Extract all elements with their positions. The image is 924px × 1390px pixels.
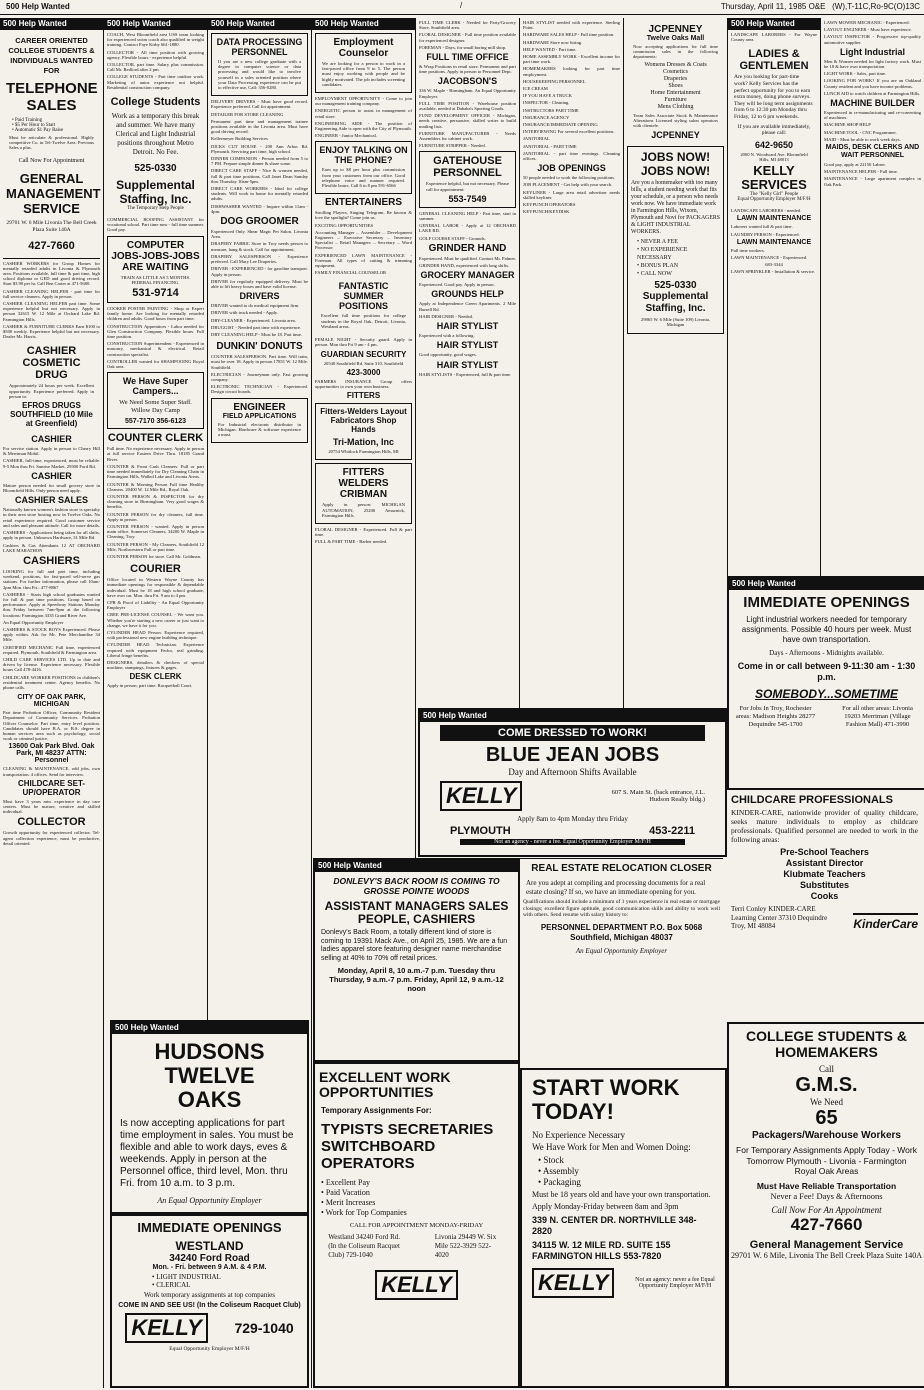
column-5: FULL TIME CLERK - Needed for Party/Grocery Store, Southfield area. FLORAL DESIGNER - Full time position available for experienced designer. FOREMAN - Days, for small boring mill shop. FULL TIME OFFICE & Wrap Positions in retail store. Permanent and part time positions. Apply in person to Personnel Dept. JACOBSON'S 336 W. Maple - Birmingham. An Equal Opportunity Employer. FULL TIME POSITION - Warehouse position available, needed at Dababa's Sporting Goods. FUND DEVELOPMENT OFFICER - Michigan, needs creative, persuasive, skilled writer to build mailing lists. FURNITURE MANUFACTURER - Needs Assemblers for cabinet work. FURNITURE STRIPPER - Needed. GATEHOUSE PERSONNEL Experience helpful, but not necessary. Please call for appointment: 553-7549 GENERAL CLEANING HELP - Part time, start in summer. GENERAL LABOR - Apply at 12 ORCHARD LAKE RD. GOLF COURSE STAFF - Grounds. GRINDER HAND Experienced. Must be qualified. Contact Mr. Palmer. GRINDER HAND, experienced with long shifts. GROCERY MANAGER Experienced. Good pay. Apply in person. GROUNDS HELP Apply at Independence Green Apartments. 2 Mile Burrell Rd. HAIR DESIGNER - Needed. HAIR STYLIST Experienced with a following. HAIR STYLIST Good opportunity, good wages. HAIR STYLIST HAIR STYLISTS - Experienced, full & part time. [416, 18, 520, 723]
childcare-ad [727, 792, 922, 1020]
column-heading: 500 Help Wanted [104, 18, 207, 30]
department-item: Home Entertainment [650, 89, 701, 96]
kelly-logo: KELLY [125, 1313, 207, 1343]
ad-subtitle: Temporary Assignments For: [321, 1106, 432, 1115]
ad-fee: Never a Fee! Days & Afternoons [770, 1190, 883, 1201]
computer-jobs-ad: COMPUTER JOBS-JOBS-JOBS ARE WAITING TRAIN AS LITTLE AS 5 MONTHS. FEDERAL FINANCING. 531-9714 [107, 236, 204, 303]
bullet: • Packaging [538, 1177, 719, 1188]
college-students-ad [107, 93, 204, 214]
kelly-logo: KELLY [532, 1268, 614, 1298]
ad-headline: CHILDCARE SET-UP/OPERATOR [17, 778, 86, 797]
data-processing-ad: DATA PROCESSING PERSONNEL If you are a new college graduate with a degree in computer science or data processing and would like to involve yourself in a sales oriented position where your Data Processing experience can be put to effective use, Call: 356-0280. [211, 33, 308, 96]
section-bar: 500 Help Wanted [315, 860, 518, 872]
ad-headline: HAIR STYLIST [436, 321, 499, 332]
ad-phone: 683-3344 [765, 262, 783, 268]
ad-headline: FITTERS WELDERS CRIBMAN [338, 467, 389, 501]
column-heading: 500 Help Wanted [208, 18, 311, 30]
ad-headline: ENJOY TALKING ON THE PHONE? [319, 145, 408, 166]
kelly-logo: KELLY [440, 781, 522, 811]
section-bar: 500 Help Wanted [420, 710, 725, 722]
ad-headline: Employment Counselor [333, 37, 394, 59]
ad-call: CALL FOR APPOINTMENT MONDAY-FRIDAY [349, 1222, 484, 1229]
ad-title: CAREER ORIENTED COLLEGE STUDENTS & INDIVIDUALS WANTED FOR [8, 36, 95, 75]
ad-headline: DESK CLERK [129, 672, 182, 682]
bullet: • NO EXPERIENCE NECESSARY [637, 246, 714, 262]
ad-headline: CASHIER SALES [14, 495, 88, 506]
column-heading: 500 Help Wanted [312, 18, 415, 30]
ad-headline: FULL TIME OFFICE [426, 52, 509, 63]
ad-call: If you are available immediately, please call: [737, 123, 811, 137]
ad-headline: FANTASTIC SUMMER POSITIONS [338, 281, 389, 312]
kelly-logo: KELLY [375, 1270, 457, 1300]
efros-ad: CASHIER COSMETIC DRUG Approximately 24 hours per week. Excellent opportunity. Experience preferred. Apply in person to: EFROS DRUGS SOUTHFIELD (10 Mile at Greenfield) [3, 342, 100, 431]
ad-body: Work as a temporary this break and summer. We have many Clerical and Light Industrial positions throughout Metro Detroit. No Fee. [111, 112, 200, 157]
bullet: • Paid Training [12, 118, 91, 123]
ad-headline: CASHIERS [23, 554, 80, 567]
ad-body: Are you adept at compiling and processing documents for a real estate closing? If so, we have an immediate opening for you. [526, 879, 706, 896]
column-7 [624, 18, 728, 588]
department-item: Cosmetics [663, 68, 688, 75]
ad-headline: START WORK TODAY! [532, 1075, 680, 1124]
column-3: 500 Help Wanted DATA PROCESSING PERSONNEL If you are a new college graduate with a degree in computer science or data processing and would like to involve yourself in a sales oriented position where your Data Processing experience can be put to effective use, Call: 356-0280. DELIVERY DRIVERS - Must have good record. Experience preferred. Call for appointment. DETAILER FOR STORE CLEANING Permanent part time and management trainee positions available in the Livonia area. Must have good driving record. Kellermeyer Building Services DICKS CUT HOUSE - 200 Ann Arbor Rd. Plymouth. Servicing part time, high school. DINNER COMPANION - Person needed from 5 to 7 PM. Prepare simple dinner & share some. DIRECT CARE STAFF - Nice & women needed, full & part time positions. Call Janet Dean Sunday thru Thursday 10am-5pm. DIRECT CARE WORKERS - Ideal for college students. Will work in home for mentally retarded adults. DISHWASHER WANTED - Inquire within 11am - 4pm. DOG GROOMER Experienced Only. Shear Magic Pet Salon. Livonia Area. DRAPERY FABRIC Store in Troy needs person to measure, hang & stock. Call for appointment. DRAPERY SALESPERSON - Experience preferred. Call Mary Lee Draperies. DRIVER - EXPERIENCED - for gasoline transport. Apply in person. DRIVER for regularly equipped delivery. Must be able to lift heavy boxes and have valid license. DRIVERS DRIVER wanted to do medical equipment firm. DRIVER with truck needed - Apply. DRY-CLEANER - Experienced. Livonia area. DRUGGIST - Needed part time with experience. DRY CLEANING HELP - Must be 18. Part time. DUNKIN' DONUTS COUNTER SALESPERSON. Part time. Will train, must be over 18. Apply in person 17851 W. 12 Mile. Southfield. ELECTRICIAN - Journeyman only. Fast growing company. ELECTRONIC TECHNICIAN - Experienced. Design circuit boards. ENGINEER FIELD APPLICATIONS For Industrial electronic distributor in Michigan. Hardware & software experience a must. [208, 18, 312, 1388]
ad-address: Livonia 29449 W. Six Mile 522-3929 522-4020 [434, 1233, 497, 1259]
childcare-list [727, 847, 922, 902]
immediate-openings-ad [727, 576, 924, 790]
ad-address: Terri Conley KINDER-CARE Learning Center 37310 Dequindre Troy, MI 48084 [731, 905, 828, 930]
ad-phone: 642-9650 [754, 139, 794, 150]
ad-headline: LAWN MAINTENANCE [736, 238, 812, 246]
header-mark: / [460, 1, 463, 10]
bullet: • NEVER A FEE [637, 238, 714, 246]
ad-company: GUARDIAN SECURITY [320, 349, 407, 359]
ad-body: KINDER-CARE, nationwide provider of quality childcare, seeks mature individuals to employ as childcare professionals. Qualified personnel are needed to work in the following areas: [731, 808, 918, 844]
ad-headline: JOB OPENINGS [537, 163, 606, 174]
list-item: Klubmate Teachers [783, 869, 866, 879]
ad-headline: CASHIER COSMETIC DRUG [22, 345, 81, 382]
page-header [0, 0, 924, 15]
ad-headline: COURIER [130, 563, 181, 576]
ad-address: Westland 34240 Ford Rd. (In the Coliseum Racquet Club) 729-1040 [328, 1233, 401, 1259]
ad-headline: MACHINE BUILDER [830, 98, 915, 109]
ad-count: 65 [815, 1107, 838, 1129]
department-item: Mens Clothing [657, 103, 694, 110]
ad-address: 34240 Ford Road [169, 1253, 250, 1264]
ad-eeo: Equal Opportunity Employer M/F/H [737, 197, 811, 203]
jcpenney-ad: JCPENNEY Twelve Oaks Mall Now accepting applications for full time commission sales in the following departments: Womens Dresses & Coats Cosmetics Draperies Shoes Home Entertainment Furniture Mens Clothing Team Sales Associate Stock & Maintenance Alterations Licensed styling salon operators with clientele. JCPENNEY [627, 21, 724, 143]
ad-headline: GROUNDS HELP [431, 289, 504, 300]
ad-call: Call [819, 1064, 834, 1074]
hudsons-ad [110, 1020, 309, 1214]
ad-company: Supplemental Staffing, Inc. [116, 178, 195, 207]
ad-headline: CITY OF OAK PARK, MICHIGAN [17, 694, 86, 709]
ad-dates: Monday, April 8, 10 a.m.-7 p.m. Tuesday thru Thursday, 9 a.m.-7 p.m. Friday, April 12, 9 a.m.-12 noon [329, 966, 504, 993]
list-item: Pre-School Teachers [780, 847, 869, 857]
ad-phone: 557-7170 356-6123 [124, 418, 187, 426]
ad-hours: Apply 8am to 4pm Monday thru Friday [517, 815, 628, 823]
ad-headline: MAIDS, DESK CLERKS AND WAIT PERSONNEL [825, 144, 920, 160]
department-item: Draperies [663, 75, 688, 82]
ad-location: For Jobs In Troy, Rochester areas: Madison Heights 28277 Dequindre 545-1700 [735, 705, 816, 728]
blue-jean-jobs-ad [418, 708, 727, 857]
ad-headline: DUNKIN' DONUTS [216, 341, 303, 353]
ad-subtitle: The Temporary Help People [127, 206, 184, 212]
ad-phone: 553-7549 [448, 193, 487, 204]
kindercare-logo: KinderCare [853, 913, 918, 931]
ad-address: 29701 W. 6 Mile Livonia The Bell Creek Plaza Suite 140A [6, 219, 97, 233]
ad-phone: 531-9714 [132, 287, 179, 300]
ad-subtitle: Twelve Oaks Mall [646, 35, 705, 42]
bullet: • Paid Vacation [321, 1188, 512, 1198]
ad-headline: TELEPHONE SALES [6, 80, 98, 114]
ad-eeo: Not an agency - never a fee. Equal Opportunity Employer M/F/H [460, 839, 685, 845]
excellent-work-ad [313, 1062, 520, 1388]
ad-phone: 453-2211 [649, 825, 695, 837]
ad-bullets [321, 1178, 512, 1218]
ad-company: GENERAL MANAGEMENT SERVICE [6, 170, 101, 216]
header-date: Thursday, April 11, 1985 O&E (W),T-11C,Ro-9C(O)13C [720, 2, 920, 11]
ad-headline: FITTERS [346, 391, 381, 401]
ad-call: COME IN AND SEE US! (In the Coliseum Racquet Club) [118, 1302, 301, 1309]
fantastic-summer-ad: FANTASTIC SUMMER POSITIONS Excellent full time positions for college students in the Royal Oak, Detroit, Livonia, Westland areas. [315, 278, 412, 334]
donlevy-ad [313, 858, 520, 1062]
ad-phone: 427-7660 [28, 239, 75, 252]
column-heading: 500 Help Wanted [728, 18, 820, 30]
column-4: 500 Help Wanted Employment Counselor We are looking for a person to work in a fast-paced office from 9 to 5. The person must enjoy working with people and be highly motivated. The job includes screening candidates. EMPLOYMENT OPPORTUNITY - Come to join our management training company. ENERGETIC person to assist in management of retail store. ENGINEERING AIDE - The position of Engineering Aide is open with the City of Plymouth. ENGINEER - Junior Mechanical. ENJOY TALKING ON THE PHONE? Earn up to $8 per hour plus commission from your customers from our office. Good telephone voice and manner required. Flexible hours. Call 6 to 8 pm 591-6566 ENTERTAINERS Strolling Players, Singing Telegram. Be known & love the spotlight? Come join us. EXCITING OPPORTUNITIES Accounting Manager ... Assembler ... Development Engineers ... Executive Secretary ... Inventory Specialist ... Retail Managers ... Secretary ... Word Processor EXPERIENCED LAWN MAINTENANCE - Foreman. All types of cutting & trimming equipment. FAMILY FINANCIAL COUNSELOR FANTASTIC SUMMER POSITIONS Excellent full time positions for college students in the Royal Oak, Detroit, Livonia, Westland areas. FEMALE NIGHT - Security guard. Apply in person. Mon thru Fri 9 am - 4 pm. GUARDIAN SECURITY 20540 Southfield Rd. Suite 310, Southfield 423-3000 FARMERS INSURANCE Group offers opportunities to own your own business. FITTERS Fitters-Welders Layout Fabricators Shop Hands Tri-Mation, Inc 20754 Whitlock Farmington Hills, MI FITTERS WELDERS CRIBMAN Apply in person: MICHIGAN AUTOMATION, 25200 Aesurnick, Farmington Hills. FLORAL DESIGNER - Experienced. Full & part time. FULL & PART TIME - Barber needed. [312, 18, 416, 863]
bullet: • $5 Per Hour to Start [12, 123, 91, 128]
column-6: HAIR STYLIST needed with experience. Sterling Point. HARDWARE SALES HELP - Full time position. HARDWARE Store now hiring. HELP WANTED - Part time. HOME ASSEMBLY WORK - Excellent income for part time work. HOMEMAKERS looking for part time employment. HOUSEKEEPING PERSONNEL ICE CREAM IF YOU HAVE A TRUCK INSPECTOR - Cleaning. INSTRUCTORS PART TIME INSURANCE AGENCY INSURANCE/IMMEDIATE OPENING INTERVIEWING For several excellent positions. JANITORIAL JANITORIAL - PART TIME JANITORIAL - part time evenings. Cleaning offices. JOB OPENINGS 50 people needed to work the following positions. JOB PLACEMENT - Get help with your search. KEYLINER - Large area retail advertiser needs skilled keyliner. KEYPUNCH OPERATORS KEYPUNCH/KEYDISK [520, 18, 624, 723]
bullet: • Work for Top Companies [321, 1208, 512, 1218]
ad-eeo: An Equal Opportunity Employer [575, 946, 668, 955]
ad-headline: GROCERY MANAGER [420, 270, 515, 281]
ad-headline: COUNTER CLERK [107, 432, 204, 445]
jobs-now-ad [627, 146, 724, 333]
column-8: 500 Help Wanted LANDSCAPE LABORERS - For Wayne County area. LADIES & GENTLEMEN Are you looking for part-time work? Kelly Services has the perfect opportunity for you to earn extra money, doing phone surveys. They will be long term assignments from 6 to 12:30 pm Monday thru Friday, 12 to 6 pm weekends. If you are available immediately, please call: 642-9650 2000 N. Woodward Ave. Bloomfield Hills, MI 48013 KELLY SERVICES The "Kelly Girl" People Equal Opportunity Employer M/F/H LANDSCAPE LABORERS - needed. LAWN MAINTENANCE Laborers wanted full & part time. LAUNDRY PERSON - Experienced. LAWN MAINTENANCE Full time workers. LAWN MAINTENANCE - Experienced. 683-3344 LAWN SPRINKLER - Installation & service. [728, 18, 821, 588]
ad-positions: Packagers/Warehouse Workers [752, 1130, 901, 1141]
department-item: Womens Dresses & Coats [644, 61, 707, 68]
bullet: • Automatic $1 Pay Raise [12, 128, 91, 133]
ad-headline: GRINDER HAND [428, 242, 507, 254]
ad-headline: REAL ESTATE RELOCATION CLOSER [531, 863, 712, 874]
ad-phone: 729-1040 [234, 1320, 294, 1336]
telephone-sales-ad: CAREER ORIENTED COLLEGE STUDENTS & INDIVIDUALS WANTED FOR TELEPHONE SALES • Paid Training • $5 Per Hour to Start • Automatic $1 Pay Raise Must be articulate & professional. Highly competitive Co. in Tel-Twelve Area. Previous Sales a plus. Call Now For Appointment GENERAL MANAGEMENT SERVICE 29701 W. 6 Mile Livonia The Bell Creek Plaza Suite 140A 427-7660 [3, 33, 100, 255]
ad-headline: COLLEGE STUDENTS & HOMEMAKERS [745, 1028, 907, 1060]
ad-headline: BLUE JEAN JOBS [485, 744, 660, 766]
bullet: • Merit Increases [321, 1198, 512, 1208]
jcp-departments [630, 62, 721, 111]
ad-requirement: Must Have Reliable Transportation [756, 1180, 897, 1191]
column-9: LAWN MOWER MECHANIC - Experienced. LAYOUT ENGINEER - Must have experience. LAYOUT INSPECTOR - Progressive top-quality automotive supplier. Light Industrial Men & Women needed for light factory work. Must be 18 & have own transportation. LIGHT WORK - Sales, part time. LOOKING FOR WORK? If you are an Oakland County resident and you have income problems. LUNCH AID to watch children at Farmington Hills. MACHINE BUILDER Experienced in re-manufacturing and re-converting of machines. MACHINE SHOP HELP MACHINE TOOL - CNC Programmer. MAID - Must be able to work week days. MAIDS, DESK CLERKS AND WAIT PERSONNEL Good pay, apply at 22150 Lahser. MAINTENANCE HELPER - Full time. MAINTENANCE - Large apartment complex in Oak Park. [821, 18, 924, 588]
ad-address: 607 S. Main St. (back entrance, J.L. Hudson Realty bldg.) [611, 789, 705, 803]
ad-body: We Have Work for Men and Women Doing: [532, 1142, 691, 1152]
ad-body: We Need Some Super Staff. Willow Day Camp [119, 399, 192, 415]
ad-bullets [538, 1155, 719, 1188]
bullet: • Excellent Pay [321, 1178, 512, 1188]
ad-headline: IMMEDIATE OPENINGS [137, 1220, 282, 1235]
ad-positions: TYPISTS SECRETARIES SWITCHBOARD OPERATORS [321, 1121, 494, 1172]
super-campers-ad [107, 372, 204, 429]
ad-company-short: G.M.S. [795, 1074, 858, 1096]
fitters-welders-ad: Fitters-Welders Layout Fabricators Shop Hands Tri-Mation, Inc 20754 Whitlock Farmington Hills, MI [315, 403, 412, 460]
ad-company: JCPENNEY [648, 24, 703, 35]
ad-headline: EXCELLENT WORK OPPORTUNITIES [319, 1069, 451, 1100]
ad-headline: JOBS NOW! JOBS NOW! [640, 150, 711, 179]
ad-call: Call Now For An Appointment [771, 1204, 882, 1215]
bullet: • BONUS PLAN [637, 262, 714, 270]
ad-subtitle: The "Kelly Girl" People [749, 192, 799, 198]
ad-company: JCPENNEY [651, 130, 700, 141]
ad-subtitle: ASSISTANT MANAGERS SALES PEOPLE, CASHIERS [324, 899, 509, 926]
ad-shifts: Days - Afternoons - Midnights available. [769, 649, 884, 657]
ad-headline: College Students [110, 96, 201, 109]
enjoy-talking-ad: ENJOY TALKING ON THE PHONE? Earn up to $8 per hour plus commission from your customers from our office. Good telephone voice and manner required. Flexible hours. Call 6 to 8 pm 591-6566 [315, 141, 412, 194]
ad-body: Are you a homemaker with too many bills, a student needing work that fits your schedule, or a person who needs work now. We have immediate work in Farmington Hills, Wixom, Plymouth and Novi for PACKAGERS & LIGHT INDUSTRIAL WORKERS. [631, 180, 721, 236]
ad-headline: DRIVERS [239, 291, 280, 302]
bullet: • LIGHT INDUSTRIAL [152, 1273, 301, 1281]
ad-headline: LAWN MAINTENANCE [736, 215, 812, 223]
bullet: • CALL NOW [637, 270, 714, 278]
section-bar: 500 Help Wanted [112, 1022, 307, 1034]
ad-headline: HUDSONS TWELVE OAKS [154, 1039, 265, 1112]
fitters-cribman-ad: FITTERS WELDERS CRIBMAN Apply in person: MICHIGAN AUTOMATION, 25200 Aesurnick, Farmington Hills. [315, 463, 412, 524]
ad-bullets [637, 238, 714, 278]
department-item: Furniture [664, 96, 687, 103]
ad-subtitle: WESTLAND [175, 1239, 244, 1253]
ad-company: JACOBSON'S [437, 76, 498, 87]
gatehouse-ad: GATEHOUSE PERSONNEL Experience helpful, but not necessary. Please call for appointment: 553-7549 [419, 151, 516, 207]
ad-headline: Light Industrial [840, 46, 905, 57]
ad-address: 29701 W. 6 Mile, Livonia The Bell Creek Plaza Suite 140A [731, 1250, 922, 1260]
ad-call: Call Now For Appointment [18, 157, 85, 164]
ad-hours: Apply Monday-Friday between 8am and 3pm [532, 1202, 679, 1211]
ad-phone: 423-3000 [346, 367, 381, 377]
ad-company: Supplemental Staffing, Inc. [642, 291, 709, 315]
list-item: Substitutes [799, 880, 849, 890]
column-1: 500 Help Wanted CAREER ORIENTED COLLEGE STUDENTS & INDIVIDUALS WANTED FOR TELEPHONE SALES • Paid Training • $5 Per Hour to Start • Automatic $1 Pay Raise Must be articulate & professional. Highly competitive Co. in Tel-Twelve Area. Previous Sales a plus. Call Now For Appointment GENERAL MANAGEMENT SERVICE 29701 W. 6 Mile Livonia The Bell Creek Plaza Suite 140A 427-7660 CASHIER WORKERS for Group Homes for mentally retarded adults in Livonia & Plymouth area. Positions available, full time & part time, high school diploma or GED and good driving record. Start $3.90 per hr. Call Ben Carter at 471-5680. CASHIER CLEANING HELPER - part time for full service cleaners. Apply in person. CASHIER CLEANING HELPER part time. Some experience helpful but not necessary. Apply in person 32615 W. 12 Mile at Orchard Lake Rd. Farmington Hills. CASHIER & FURNITURE CLERKS Earn $100 to $500 weekly. Experience helpful but not necessary. Dealer Mr. Harris. CASHIER COSMETIC DRUG Approximately 24 hours per week. Excellent opportunity. Experience preferred. Apply in person to: EFROS DRUGS SOUTHFIELD (10 Mile at Greenfield) CASHIER For service station. Apply in person to Cherry Hill & Merriman Mobil. CASHIER, full-time, experienced, must be reliable. 9-5 Mon thru Fri. Sunrise Market, 29300 Ford Rd. CASHIER Mature person needed for small grocery store in Bloomfield Hills. Only person need apply. CASHIER SALES Nationally known women's fashion store is specialty in their area store hosting now in Twelve Oaks. No retail experience required. Good customer service and sales and pleasant attitude. Call for more details. CASHIERS - Applications being taken for all shifts, apply in person. Unknown Hardware, 31 Mile Rd. Cashiers & Gas Attendants 12 AT ORCHARD LAKE MARATHON CASHIERS LOOKING for full and part time, including weekend, positions, for fast-paced self-serve gas stations. For further information, please call 10am-2pm Mon. thru Fri.: 477-8867 CASHIERS - Starts high school graduates wanted for full & part time positions. Group based on performance. Apply at Speedway Stations Monday thru Friday between 7am-9pm at the following locations: Farmington 3335 Grand River Ave. An Equal Opportunity Employer CASHIERS & STOCK BOYS Experienced. Please apply within. Ask for Mr. Pete Merchandise 34 Mile. CERTIFIED MECHANIC Full time, experienced required. Plymouth, Southfield & Farmington area. CHILD CARE SERVICES LTD. Up to date and driven by license. Experience necessary. Flexible hours Call 478-4416. CHILDCARE WORKER POSITIONS in children's residential treatment center. Agency benefits. No phone calls. CITY OF OAK PARK, MICHIGAN Part time Probation Officer, Community Resident Department of Community Services. Probation Officer Counselor: Part time, entry level position. Candidates should have B.A. or B.S. degree in human services area such as psychology, social work or criminal justice. 13600 Oak Park Blvd. Oak Park, MI 48237 ATTN: Personnel CLEANING & MAINTENANCE, odd jobs, own transportation. 4 offices. Send for interview. CHILDCARE SET-UP/OPERATOR Must have 3 years min. experience in day care centers. Must be mature, creative and skilled individual. COLLECTOR Growth opportunity for experienced collector. Tel-agent collection experience, must be productive, detail oriented. [0, 18, 104, 1388]
ad-eeo: Not an agency: never a fee Equal Opportunity Employer M/F/H [635, 1277, 715, 1289]
ad-body: Work temporary assignments at top companies [143, 1291, 276, 1299]
ad-company: Tri-Mation, Inc [332, 437, 394, 448]
ad-headline: LADIES & GENTLEMEN [739, 48, 809, 73]
ad-headline: DATA PROCESSING PERSONNEL [216, 37, 303, 57]
list-item: Assistant Director [785, 858, 864, 868]
ad-headline: DONLEVY'S BACK ROOM IS COMING TO GROSSE POINTE WOODS [333, 876, 500, 896]
ad-headline: CASHIER [31, 470, 72, 481]
ad-address: 2000 N. Woodward Ave. Bloomfield Hills, MI 48013 [740, 151, 808, 162]
ad-requirement: Must be 18 years old and have your own transportation. [532, 1190, 711, 1199]
ad-headline: DOG GROOMER [220, 216, 299, 228]
ad-slogan: SOMEBODY...SOMETIME [755, 687, 898, 701]
ad-body: Light industrial workers needed for temporary assignments. Possible 40 hours per week. Must have own transportation. [741, 615, 912, 644]
ad-address: 20540 Southfield Rd. Suite 310, Southfield [323, 360, 404, 366]
ad-eeo: An Equal Opportunity Employer [157, 1196, 262, 1205]
ad-headline: Fitters-Welders Layout Fabricators Shop Hands [320, 407, 407, 435]
ad-hours: Mon. - Fri. between 9 A.M. & 4 P.M. [152, 1264, 267, 1271]
list-item: Cooks [810, 891, 839, 901]
ad-headline: COMPUTER JOBS-JOBS-JOBS ARE WAITING [111, 239, 200, 273]
department-item: Shoes [668, 82, 683, 89]
ad-subtitle: No Experience Necessary [532, 1130, 625, 1140]
ladies-gentlemen-ad [731, 45, 817, 205]
ad-need: We Need [809, 1097, 843, 1107]
bullet: • CLERICAL [152, 1281, 301, 1289]
ad-headline: IMMEDIATE OPENINGS [743, 594, 910, 611]
column-heading: 500 Help Wanted [0, 18, 103, 30]
ad-phone: 525-0330 [134, 163, 177, 175]
ad-location: For all other areas: Livonia 19203 Merriman (Village Fashion Mall) 471-3990 [842, 705, 913, 728]
ad-phone: 427-7660 [790, 1214, 863, 1234]
ad-phone: 525-0330 [654, 280, 697, 292]
ad-headline: GATEHOUSE PERSONNEL [433, 155, 502, 180]
ad-body: Are you looking for part-time work? Kelly Services has the perfect opportunity for you to earn extra money, doing phone surveys. They will be long term assignments from 6 to 12:30 pm Monday thru Friday, 12 to 6 pm weekends. [734, 74, 813, 120]
ad-address: 29865 W. 6 Mile (Suite 109) Livonia, Michigan [640, 317, 711, 328]
ad-subtitle: Day and Afternoon Shifts Available [508, 767, 637, 777]
gms-ad [727, 1022, 924, 1388]
ad-headline: COLLECTOR [17, 816, 86, 829]
ad-headline: ENGINEER [233, 401, 286, 413]
bullet: • Assembly [538, 1166, 719, 1177]
column-2: 500 Help Wanted COACH, West Bloomfield area USS team looking for experienced swim coach also qualified in weight training. Contact Faye Kirby 661-1880. COLLECTOR - All time position with growing agency. Flexible hours - experience helpful. COLLECTOR, part time. Salary plus commission. Call Mr. Redford after 2 pm. COLLEGE STUDENTS - Part time outdoor work. Marketing of autos experience not helpful. Residential construction company. College Students Work as a temporary this break and summer. We have many Clerical and Light Industrial positions throughout Metro Detroit. No Fee. 525-0330 Supplemental Staffing, Inc. The Temporary Help People COMMERCIAL ROOFING ASSISTANT for vocational school. Part time now - full time summer. Good pay. COMPUTER JOBS-JOBS-JOBS ARE WAITING TRAIN AS LITTLE AS 5 MONTHS. FEDERAL FINANCING. 531-9714 COOKER POSTER PAINTING - Shop or Expert family home. Are looking for mentally retarded children and adults. Good hours from part time. CONSTRUCTION Apprentices - Labor needed for Glen Construction Company. Flexible hours. Full time position. CONSTRUCTION Superintendent - Experienced in masonry, mechanical & electrical. Retail construction specialist. CONTROLLER wanted for SHAMPOOING Royal Oak area. We Have Super Campers... We Need Some Super Staff. Willow Day Camp 557-7170 356-6123 COUNTER CLERK Full time. No experience necessary. Apply in person at full service Eastern Drive Thru. 18185 Grand River. COUNTER & Front Cash Cleaners. Full or part time needed immediately for Dry Cleaning Chain in Farmington Hills, Walled Lake and Livonia Areas. COUNTER & Morning Person Full time Healthy Cleaners. 20400 W. 12 Mile Rd., Royal Oak. COUNTER PERSON & INSPECTOR for dry cleaning store in Birmingham. Very good wages & benefits. COUNTER PERSON for dry cleaners, full time. Apply in person. COUNTER PERSON - wanted. Apply in person main office. Somerset Cleaners, 34200 W. Maple in Cleaning, Troy. COUNTER PERSON - My Cleaners, Southfield 12 Mile, Northwestern Full or part time. COUNTER PERSON for store. Call Mr. Goldman. COURIER Office located in Western Wayne County has immediate openings for responsible & dependable individual. Must be 18 and high school graduate, have own car. Mon. thru Fri. 9 am to 4 pm. CPR & Proof of Liability - An Equal Opportunity Employer CREE PRE-LICENSE COUNSEL - We want you. Whether you're starting a new career or just want to change, we have it for you. CYLINDER HEAD Person. Experience required, with professional new engine building technique. CYLINDER HEAD Technician. Experience required with equipment Fedco, real grinding. Liberal fringe benefits. DESIGNERS, detailers & checkers of special machine, stampings, fixtures & gages. DESK CLERK Apply in person, part time. Racquetball Court. [104, 18, 208, 1388]
ad-call: Come in or call between 9-11:30 am - 1:30 p.m. [737, 661, 916, 682]
ad-banner: COME DRESSED TO WORK! [440, 725, 705, 741]
ad-company: KELLY SERVICES [741, 163, 807, 193]
real-estate-ad: REAL ESTATE RELOCATION CLOSER Are you adept at compiling and processing documents for a real estate closing? If so, we have an immediate opening for you. Qualifications should include a minimum of 1 years experience in real estate or mortgage closings; excellent figure aptitude, good communication skills and ability to work well with others. Send resume with salary history to: PERSONNEL DEPARTMENT P.O. Box 5068 Southfield, Michigan 48037 An Equal Opportunity Employer [520, 858, 723, 1064]
section-bar: 500 Help Wanted [729, 578, 924, 590]
ad-headline: HAIR STYLIST [436, 359, 499, 370]
section-label: 500 Help Wanted [6, 2, 70, 11]
ad-address: 339 N. CENTER DR. NORTHVILLE 348-2820 [532, 1215, 697, 1236]
immediate-westland-ad [110, 1214, 309, 1388]
ad-address: 13600 Oak Park Blvd. Oak Park, MI 48237 ATTN: Personnel [8, 743, 95, 765]
ad-body: Donlevy's Back Room, a totally different kind of store is coming to 19391 Mack Ave., on April 25, 1985. We are a fun ladies apparel store featuring designer name merchandise selling at 40% to 70% off retail prices. [321, 929, 508, 962]
ad-bullets [152, 1273, 301, 1289]
ad-bullets [12, 118, 91, 133]
ad-city: PLYMOUTH [450, 825, 511, 837]
ad-headline: CASHIER [31, 434, 72, 445]
ad-address: PERSONNEL DEPARTMENT P.O. Box 5068 Southfield, Michigan 48037 [540, 922, 703, 942]
ad-headline: HAIR STYLIST [436, 340, 499, 351]
employment-counselor-ad: Employment Counselor We are looking for a person to work in a fast-paced office from 9 to 5. The person must enjoy working with people and be highly motivated. The job includes screening candidates. [315, 33, 412, 93]
bullet: • Stock [538, 1155, 719, 1166]
ad-subtitle: FIELD APPLICATIONS [222, 412, 297, 420]
ad-company: General Management Service [749, 1238, 904, 1251]
engineer-ad: ENGINEER FIELD APPLICATIONS For Industrial electronic distributor in Michigan. Hardware & software experience a must. [211, 398, 308, 444]
ad-company: EFROS DRUGS SOUTHFIELD (10 Mile at Greenfield) [10, 401, 93, 429]
ad-address: 34115 W. 12 MILE RD. SUITE 155 FARMINGTON HILLS 553-7820 [532, 1240, 671, 1261]
ad-eeo: Equal Opportunity Employer M/F/H [169, 1346, 250, 1352]
ad-headline: ENTERTAINERS [324, 197, 403, 209]
ad-body: For Temporary Assignments Apply Today - Work Tomorrow Plymouth - Livonia - Farmington Royal Oak Areas [736, 1145, 917, 1176]
ad-body: Is now accepting applications for part time employment in sales. You must be flexible and able to work days, eves & weekends. Apply in person at the Personnel office, third level, Mon. thru Fri. from 10 a.m. to 3 p.m. [120, 1118, 294, 1189]
start-work-ad [520, 1068, 727, 1388]
ad-headline: We Have Super Campers... [122, 376, 189, 397]
ad-headline: CHILDCARE PROFESSIONALS [731, 794, 893, 806]
